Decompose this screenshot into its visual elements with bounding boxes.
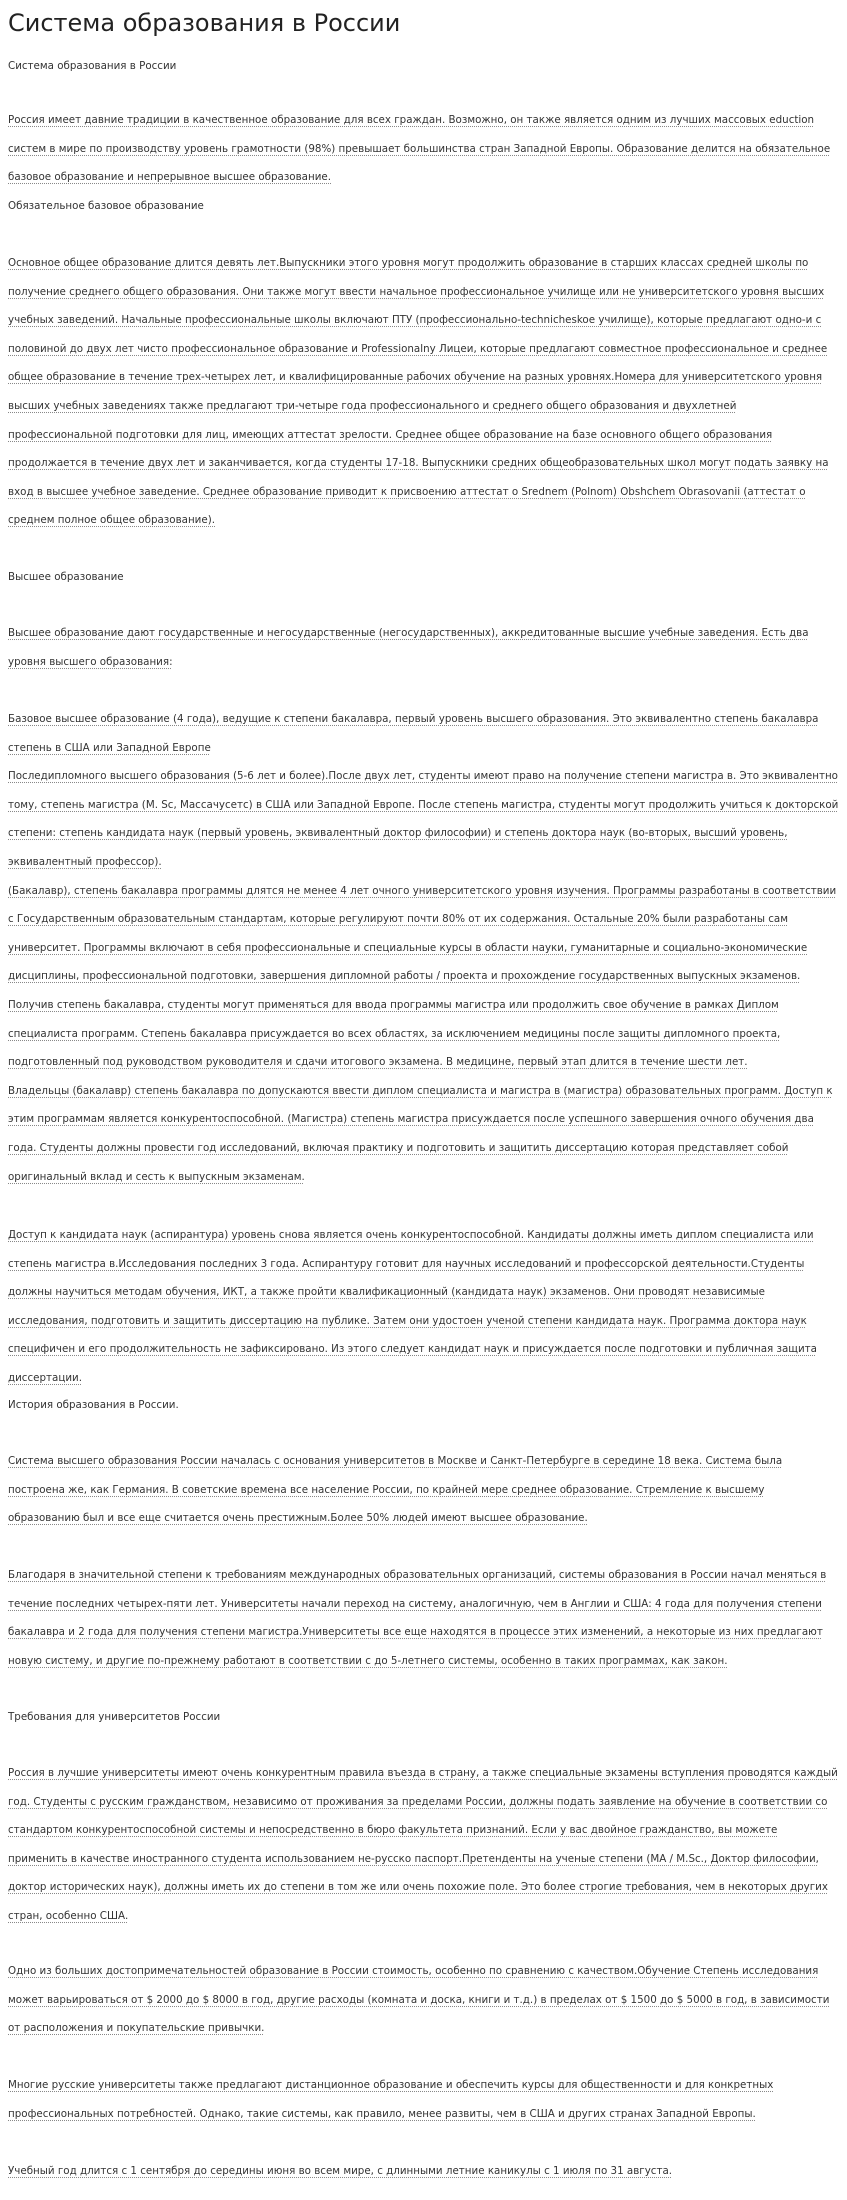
paragraph: Многие русские университеты также предлагают дистанционное образование и обеспечить курсы для общественности и для конкретных профессиональных потребностей. Однако, такие системы, как правило, менее развиты, чем в США и других странах Западной Европы. bbox=[8, 2079, 774, 2120]
paragraph: Россия в лучшие университеты имеют очень конкурентным правила въезда в страну, а также специальные экзамены вступления проводятся каждый год. Студенты с русским гражданством, независимо от проживания за пределами России, должны подать заявление на обучение в соответствии со стандартом конкурентоспособной системы и непосредственно в бюро факультета признаний. Если у вас двойное гражданство, вы можете применить в качестве иностранного студента использованием не-русско паспорт.Претенденты на ученые степени (MA / M.Sc., Доктор философии, доктор исторических наук), должны иметь их до степени в том же или очень похожие поле. Это более строгие требования, чем в некоторых других стран, особенно США. bbox=[8, 1767, 838, 1922]
paragraph: Благодаря в значительной степени к требованиям международных образовательных организаций, системы образования в России начал меняться в течение последних четырех-пяти лет. Университеты начали переход на систему, аналогичную, чем в Англии и США: 4 года для получения степени бакалавра и 2 года для получения степени магистра.Университеты все еще находятся в процессе этих изменений, а некоторые из них предлагают новую систему, и другие по-прежнему работают в соответствии с до 5-летнего системы, особенно в таких программах, как закон. bbox=[8, 1569, 827, 1667]
paragraph: Базовое высшее образование (4 года), ведущие к степени бакалавра, первый уровень высшего образования. Это эквивалентно степень бакалавра степень в США или Западной Европе bbox=[8, 713, 819, 754]
section-heading: Требования для университетов России bbox=[8, 1711, 221, 1723]
basic-education-paragraph bbox=[8, 249, 839, 535]
page-title: Система образования в России bbox=[8, 9, 401, 37]
paragraph: Система высшего образования России началась с основания университетов в Москве и Санкт-Петербурге в середине 18 века. Система была построена же, как Германия. В советские времена все население России, по крайней мере среднее образование. Стремление к высшему образованию был и все еще считается очень престижным.Более 50% людей имеют высшее образование. bbox=[8, 1455, 783, 1525]
paragraph: Последипломного высшего образования (5-6 лет и более).После двух лет, студенты имеют право на получение степени магистра в. Это эквивалентно тому, степень магистра (M. Sc, Массачусетс) в США или Западной Европе. После степень магистра, студенты могут продолжить учиться к докторской степени: степень кандидата наук (первый уровень, эквивалентный доктор философии) и степень доктора наук (во-вторых, высший уровень, эквивалентный профессор). bbox=[8, 770, 839, 868]
phd-paragraph bbox=[8, 1221, 839, 1393]
section-heading-history bbox=[8, 1391, 839, 1420]
section-heading: История образования в России. bbox=[8, 1399, 179, 1411]
paragraph: Россия имеет давние традиции в качественное образование для всех граждан. Возможно, он также является одним из лучших массовых eduction систем в мире по производству уровень грамотности (98%) превышает большинства стран Западной Европы. Образование делится на обязательное базовое образование и непрерывное высшее образование. bbox=[8, 114, 831, 184]
requirements-paragraph bbox=[8, 1759, 839, 1931]
distance-paragraph bbox=[8, 2071, 839, 2128]
paragraph: Одно из больших достопримечательностей образование в России стоимость, особенно по сравнению с качеством.Обучение Степень исследования может варьироваться от $ 2000 до $ 8000 в год, другие расходы (комната и доска, книги и т.д.) в пределах от $ 1500 до $ 5000 в год, в зависимости от расположения и покупательские привычки. bbox=[8, 1965, 830, 2035]
history-paragraph-1 bbox=[8, 1447, 839, 1533]
paragraph: (Бакалавр), степень бакалавра программы длятся не менее 4 лет очного университетского уровня изучения. Программы разработаны в соответствии с Государственным образовательным стандартам, которые регулируют почти 80% от их содержания. Остальные 20% были разработаны сам университет. Программы включают в себя профессиональные и специальные курсы в области науки, гуманитарные и социально-экономические дисциплины, профессиональной подготовки, завершения дипломной работы / проекта и прохождение государственных выпускных экзаменов. Получив степень бакалавра, студенты могут применяться для ввода программы магистра или продолжить свое обучение в рамках Диплом специалиста программ. Степень бакалавра присуждается во всех областях, за исключением медицины после защиты дипломного проекта, подготовленный под руководством руководителя и сдачи итогового экзамена. В медицине, первый этап длится в течение шести лет. bbox=[8, 884, 837, 1069]
section-heading-higher bbox=[8, 563, 839, 592]
paragraph: Учебный год длится с 1 сентября до середины июня во всем мире, с длинными летние каникулы с 1 июля по 31 августа. bbox=[8, 2165, 673, 2177]
cost-paragraph bbox=[8, 1957, 839, 2043]
article-subtitle bbox=[8, 52, 839, 81]
paragraph: Высшее образование дают государственные и негосударственные (негосударственных), аккредитованные высшие учебные заведения. Есть два уровня высшего образования: bbox=[8, 627, 809, 668]
subtitle-text: Система образования в России bbox=[8, 60, 177, 72]
section-heading-requirements bbox=[8, 1703, 839, 1732]
section-heading: Обязательное базовое образование bbox=[8, 199, 204, 212]
higher-education-paragraph bbox=[8, 619, 839, 676]
history-paragraph-2 bbox=[8, 1561, 839, 1675]
paragraph: Владельцы (бакалавр) степень бакалавра по допускаются ввести диплом специалиста и магистра в (магистра) образовательных программ. Доступ к этим программам является конкурентоспособной. (Магистра) степень магистра присуждается после успешного завершения очного обучения два года. Студенты должны провести год исследований, включая практику и подготовить и защитить диссертацию которая представляет собой оригинальный вклад и сесть к выпускным экзаменам. bbox=[8, 1084, 833, 1183]
degrees-paragraphs bbox=[8, 705, 839, 1191]
intro-paragraph bbox=[8, 106, 839, 220]
section-heading: Высшее образование bbox=[8, 571, 124, 583]
paragraph: Доступ к кандидата наук (аспирантура) уровень снова является очень конкурентоспособной. Кандидаты должны иметь диплом специалиста или степень магистра в.Исследования последних 3 года. Аспирантуру готовит для научных исследований и профессорской деятельности.Студенты должны научиться методам обучения, ИКТ, а также пройти квалификационный (кандидата наук) экзаменов. Они проводят независимые исследования, подготовить и защитить диссертацию на публике. Затем они удостоен ученой степени кандидата наук. Программа доктора наук специфичен и его продолжительность не зафиксировано. Из этого следует кандидат наук и присуждается после подготовки и публичная защита диссертации. bbox=[8, 1229, 817, 1384]
paragraph: Основное общее образование длится девять лет.Выпускники этого уровня могут продолжить образование в старших классах средней школы по получение среднего общего образования. Они также могут ввести начальное профессиональное училище или не университетского уровня высших учебных заведений. Начальные профессиональные школы включают ПТУ (профессионально-technicheskoe училище), которые предлагают одно-и с половиной до двух лет чисто профессиональное образование и Professionalny Лицеи, которые предлагают совместное профессиональное и среднее общее образование в течение трех-четырех лет, и квалифицированные рабочих обучение на разных уровнях.Номера для университетского уровня высших учебных заведениях также предлагают три-четыре года профессионального и среднего общего образования и двухлетней профессиональной подготовки для лиц, имеющих аттестат зрелости. Среднее общее образование на базе основного общего образования продолжается в течение двух лет и заканчивается, когда студенты 17-18. Выпускники средних общеобразовательных школ могут подать заявку на вход в высшее учебное заведение. Среднее образование приводит к присвоению аттестат о Srednem (Polnom) Obshchem Obrasovanii (аттестат о среднем полное общее образование). bbox=[8, 257, 829, 527]
academic-year-paragraph bbox=[8, 2157, 839, 2186]
